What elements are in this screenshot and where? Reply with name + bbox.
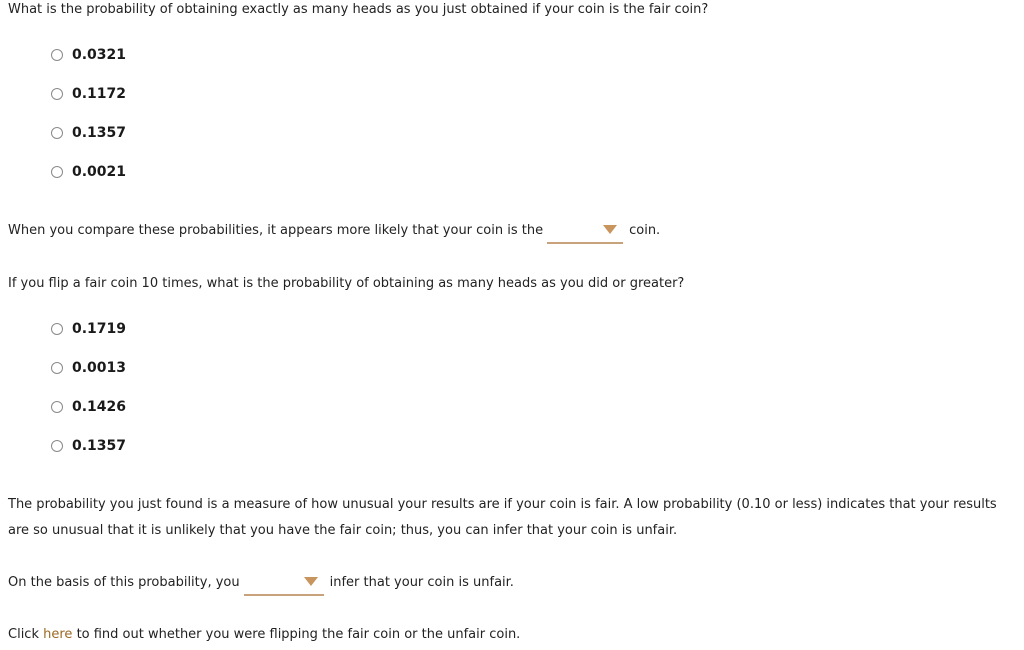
q1-option-4[interactable] [51, 163, 126, 181]
compare-sentence [8, 220, 660, 240]
option-label: 0.1357 [72, 125, 127, 141]
q2-option-3[interactable] [51, 398, 126, 416]
chevron-down-icon [304, 577, 318, 586]
basis-sentence [8, 572, 514, 592]
q2-option-1[interactable] [51, 320, 126, 338]
footer-suffix: to find out whether you were flipping the fair coin or the unfair coin. [76, 627, 521, 642]
footer-text [8, 627, 520, 642]
coin-type-dropdown[interactable] [547, 224, 623, 244]
chevron-down-icon [603, 225, 617, 234]
q1-option-1[interactable] [51, 46, 126, 64]
can-cannot-dropdown[interactable] [244, 576, 324, 596]
q2-option-4[interactable] [51, 437, 126, 455]
option-label: 0.1719 [72, 321, 127, 337]
explanation-paragraph: The probability you just found is a measure of how unusual your results are if your coin is fair. A low probability (0.10 or less) indicates that your results are so unusual that it is unlikely that you have the fair coin; thus, you can infer that your coin is unfair. [8, 497, 997, 538]
basis-text-after: infer that your coin is unfair. [329, 574, 514, 590]
option-label: 0.0021 [72, 164, 127, 180]
basis-text-before: On the basis of this probability, you [8, 574, 240, 590]
option-label: 0.1172 [72, 86, 127, 102]
footer-prefix: Click [8, 627, 39, 642]
option-label: 0.0013 [72, 360, 127, 376]
option-label: 0.1357 [72, 438, 127, 454]
radio-button[interactable] [51, 401, 63, 413]
option-label: 0.0321 [72, 47, 127, 63]
radio-button[interactable] [51, 362, 63, 374]
q1-option-2[interactable] [51, 85, 126, 103]
question-1-text: What is the probability of obtaining exactly as many heads as you just obtained if your coin is the fair coin? [8, 2, 709, 17]
q1-option-3[interactable] [51, 124, 126, 142]
radio-button[interactable] [51, 440, 63, 452]
radio-button[interactable] [51, 127, 63, 139]
here-link[interactable]: here [43, 627, 73, 642]
compare-text-after: coin. [629, 222, 661, 238]
radio-button[interactable] [51, 166, 63, 178]
radio-button[interactable] [51, 88, 63, 100]
question-2-text: If you flip a fair coin 10 times, what is the probability of obtaining as many heads as you did or greater? [8, 276, 685, 291]
q2-option-2[interactable] [51, 359, 126, 377]
radio-button[interactable] [51, 323, 63, 335]
compare-text-before: When you compare these probabilities, it appears more likely that your coin is the [8, 222, 544, 238]
radio-button[interactable] [51, 49, 63, 61]
option-label: 0.1426 [72, 399, 127, 415]
